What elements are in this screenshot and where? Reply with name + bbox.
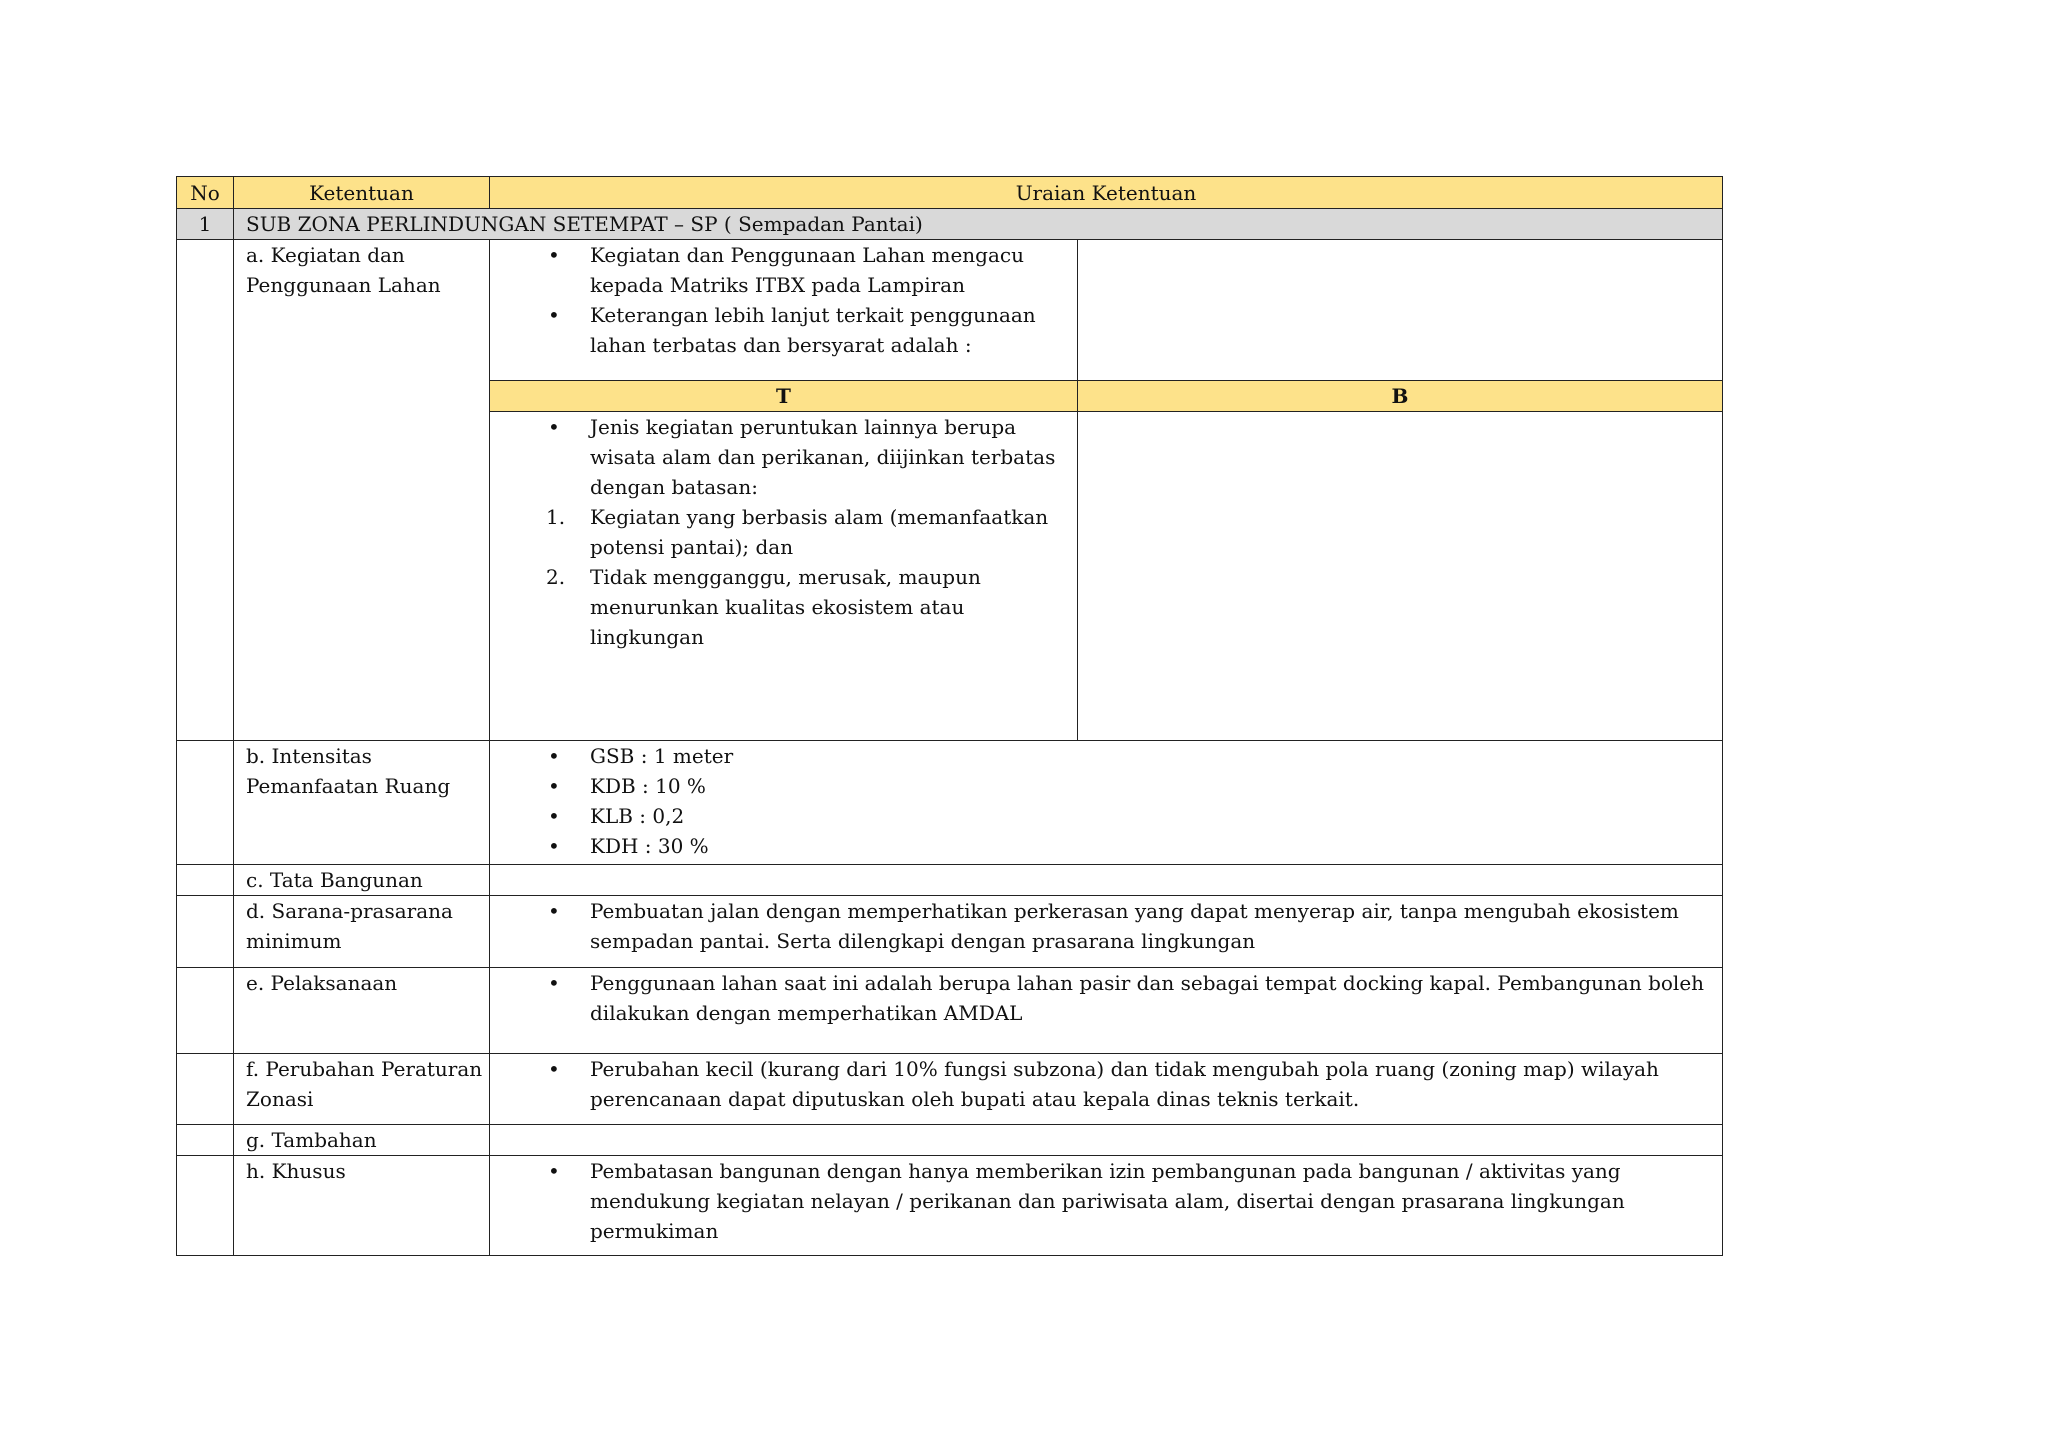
bullet-list [490,741,1722,861]
column-b-content [1078,412,1723,741]
row-label-h: h. Khusus [234,1156,490,1256]
row-h-content [490,1156,1723,1256]
list-item: • Keterangan lebih lanjut terkait penggunaan lahan terbatas dan bersyarat adalah : [490,300,1077,360]
row-label-f: f. Perubahan Peraturan Zonasi [234,1054,490,1125]
list-item-text: Tidak mengganggu, merusak, maupun menurunkan kualitas ekosistem atau lingkungan [590,565,981,649]
table-row [177,968,1723,1054]
bullet-list [490,412,1077,502]
bullet-list [490,1054,1722,1114]
row-number-cell [177,968,234,1054]
list-item: • KLB : 0,2 [490,801,1722,831]
row-number-cell [177,1125,234,1156]
list-item: • GSB : 1 meter [490,741,1722,771]
row-g-content [490,1125,1723,1156]
row-number-cell [177,865,234,896]
bullet-list [490,968,1722,1028]
list-item [490,562,1077,652]
list-item: • Perubahan kecil (kurang dari 10% fungsi subzona) dan tidak mengubah pola ruang (zoning map) wilayah perencanaan dapat diputuskan oleh bupati atau kepala dinas teknis terkait. [490,1054,1722,1114]
numbered-list [490,502,1077,652]
list-item: • KDB : 10 % [490,771,1722,801]
header-uraian: Uraian Ketentuan [490,177,1723,209]
row-d-content [490,896,1723,968]
row-a-general-cell [490,240,1078,381]
row-number-cell [177,896,234,968]
row-label-a: a. Kegiatan dan Penggunaan Lahan [234,240,490,741]
subzone-title: SUB ZONA PERLINDUNGAN SETEMPAT – SP ( Sempadan Pantai) [234,209,1723,240]
subzone-number: 1 [177,209,234,240]
row-label-b: b. Intensitas Pemanfaatan Ruang [234,741,490,865]
bullet-list [490,1156,1722,1246]
row-c-content [490,865,1723,896]
table-row [177,1156,1723,1256]
header-no: No [177,177,234,209]
subzone-row [177,209,1723,240]
list-item: • Pembatasan bangunan dengan hanya memberikan izin pembangunan pada bangunan / aktivitas yang mendukung kegiatan nelayan / perikanan dan pariwisata alam, disertai dengan prasarana lingkungan permukiman [490,1156,1722,1246]
row-label-g: g. Tambahan [234,1125,490,1156]
row-label-d: d. Sarana-prasarana minimum [234,896,490,968]
list-number: 2. [546,565,566,589]
table-row [177,865,1723,896]
list-item: • Jenis kegiatan peruntukan lainnya berupa wisata alam dan perikanan, diijinkan terbatas dengan batasan: [490,412,1077,502]
zoning-regulation-document [176,176,1722,1256]
column-t-header: T [490,381,1078,412]
table-header-row [177,177,1723,209]
row-a-empty-cell [1078,240,1723,381]
list-item-text: Kegiatan yang berbasis alam (memanfaatkan potensi pantai); dan [590,505,1049,559]
table-row [177,1125,1723,1156]
column-t-content [490,412,1078,741]
header-ketentuan: Ketentuan [234,177,490,209]
bullet-list [490,896,1722,956]
list-item: • Kegiatan dan Penggunaan Lahan mengacu kepada Matriks ITBX pada Lampiran [490,240,1077,300]
row-e-content [490,968,1723,1054]
zoning-table [176,176,1723,1256]
list-item: • KDH : 30 % [490,831,1722,861]
table-row [177,240,1723,381]
row-label-e: e. Pelaksanaan [234,968,490,1054]
table-row [177,896,1723,968]
list-number: 1. [546,505,566,529]
row-b-content [490,741,1723,865]
list-item: • Pembuatan jalan dengan memperhatikan perkerasan yang dapat menyerap air, tanpa mengubah ekosistem sempadan pantai. Serta dilengkapi dengan prasarana lingkungan [490,896,1722,956]
table-row [177,1054,1723,1125]
bullet-list [490,240,1077,360]
list-item: • Penggunaan lahan saat ini adalah berupa lahan pasir dan sebagai tempat docking kapal. Pembangunan boleh dilakukan dengan memperhatikan AMDAL [490,968,1722,1028]
column-b-header: B [1078,381,1723,412]
row-label-c: c. Tata Bangunan [234,865,490,896]
row-number-cell [177,741,234,865]
row-number-cell [177,1156,234,1256]
list-item [490,502,1077,562]
row-number-cell [177,240,234,741]
row-number-cell [177,1054,234,1125]
row-f-content [490,1054,1723,1125]
table-row [177,741,1723,865]
